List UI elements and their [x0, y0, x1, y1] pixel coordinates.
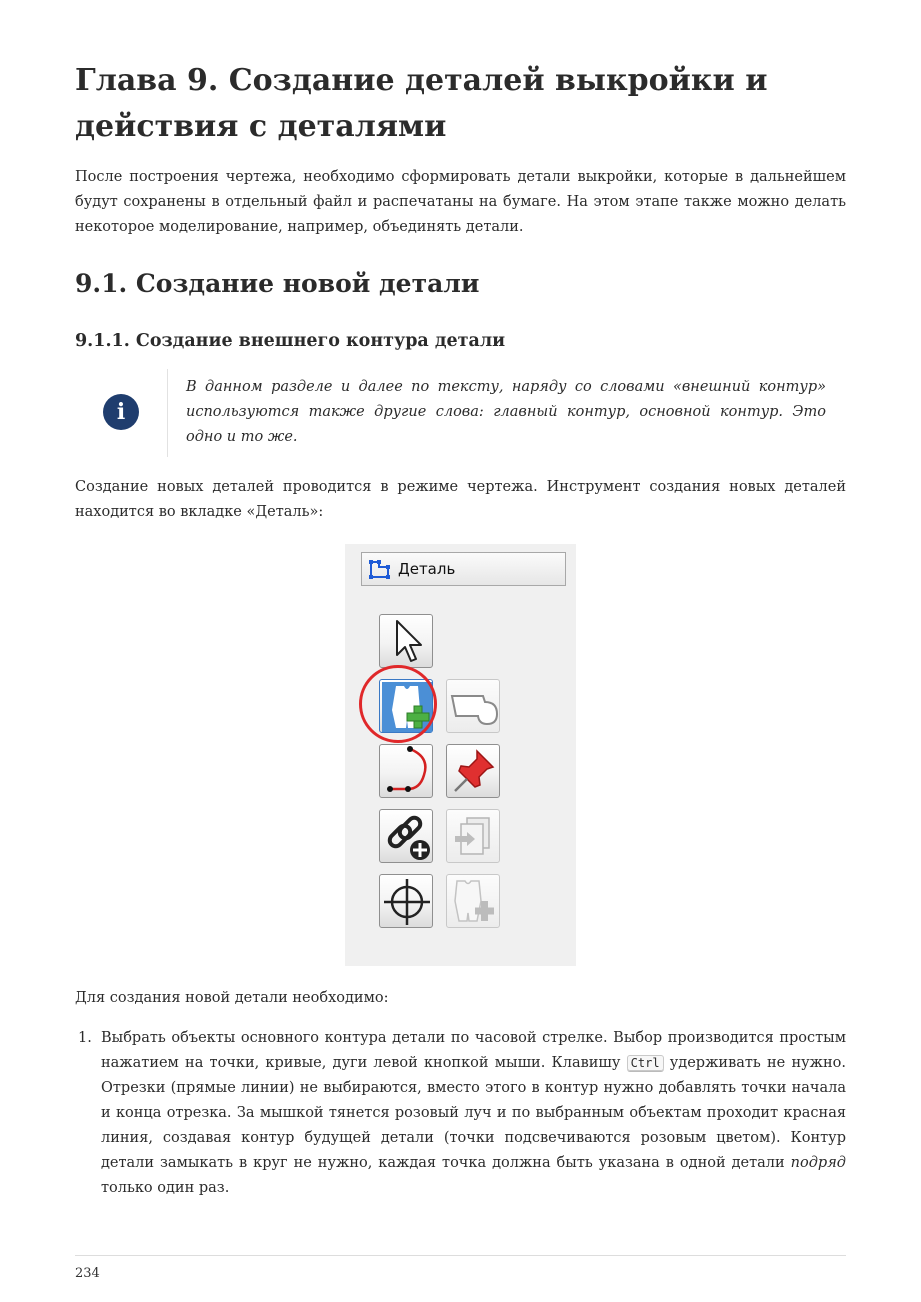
section-title: 9.1. Создание новой детали	[75, 269, 480, 298]
note-icon-cell	[75, 369, 168, 457]
union-details-tool[interactable]	[446, 679, 500, 733]
step-text-part: Выбрать объекты основного контура детали по часовой стрелке. Выбор производится простым нажатием на точки, кривые, дуги левой кнопкой мыши. Клавишу	[101, 1030, 846, 1071]
body-paragraph: Для создания новой детали необходимо:	[75, 990, 389, 1006]
admonition-note	[75, 369, 846, 457]
ctrl-key: Ctrl	[627, 1055, 664, 1071]
pin-tool[interactable]	[446, 744, 500, 798]
union-details-icon	[447, 680, 501, 734]
highlight-circle	[359, 665, 437, 743]
add-detail-icon	[447, 875, 501, 929]
add-detail-tool[interactable]	[446, 874, 500, 928]
arrow-pointer-tool[interactable]	[379, 614, 433, 668]
curve-path-icon	[380, 745, 434, 799]
step-text-part: только один раз.	[101, 1180, 230, 1196]
list-item-number: 1.	[78, 1030, 92, 1046]
note-text: В данном разделе и далее по тексту, наряду со словами «внешний контур» используются также другие слова: главный контур, основной контур. Это одно и то же.	[186, 379, 826, 445]
tab-detail-label: Деталь	[398, 560, 456, 578]
info-icon: i	[103, 394, 139, 430]
detail-tab-icon	[368, 559, 392, 581]
subsection-title: 9.1.1. Создание внешнего контура детали	[75, 331, 506, 351]
crosshair-icon	[380, 875, 434, 929]
footer-divider	[75, 1255, 846, 1256]
pin-icon	[447, 745, 501, 799]
toolbar-figure	[345, 544, 576, 966]
body-paragraph: Создание новых деталей проводится в режиме чертежа. Инструмент создания новых деталей находится во вкладке «Деталь»:	[75, 479, 846, 520]
link-tool[interactable]	[379, 809, 433, 863]
export-icon	[447, 810, 501, 864]
crosshair-tool[interactable]	[379, 874, 433, 928]
page-number: 234	[75, 1266, 100, 1281]
intro-paragraph: После построения чертежа, необходимо сформировать детали выкройки, которые в дальнейшем будут сохранены в отдельный файл и распечатаны на бумаге. На этом этапе также можно делать некоторое моделирование, например, объединять детали.	[75, 169, 846, 235]
arrow-pointer-icon	[380, 615, 434, 669]
chapter-title: Глава 9. Создание деталей выкройки и действия с деталями	[75, 63, 768, 144]
list-item	[75, 1026, 846, 1201]
step-emphasis: подряд	[790, 1155, 846, 1171]
tab-detail-button[interactable]	[361, 552, 566, 586]
step-text-part: удерживать не нужно. Отрезки (прямые линии) не выбираются, вместо этого в контур нужно добавлять точки начала и конца отрезка. За мышкой тянется розовый луч и по выбранным объектам проходит красная линия, создавая контур будущей детали (точки подсвечиваются розовым цветом). Контур детали замыкать в круг не нужно, каждая точка должна быть указана в одной детали	[101, 1055, 846, 1171]
steps-list	[75, 1026, 846, 1201]
export-tool[interactable]	[446, 809, 500, 863]
link-icon	[380, 810, 434, 864]
curve-path-tool[interactable]	[379, 744, 433, 798]
